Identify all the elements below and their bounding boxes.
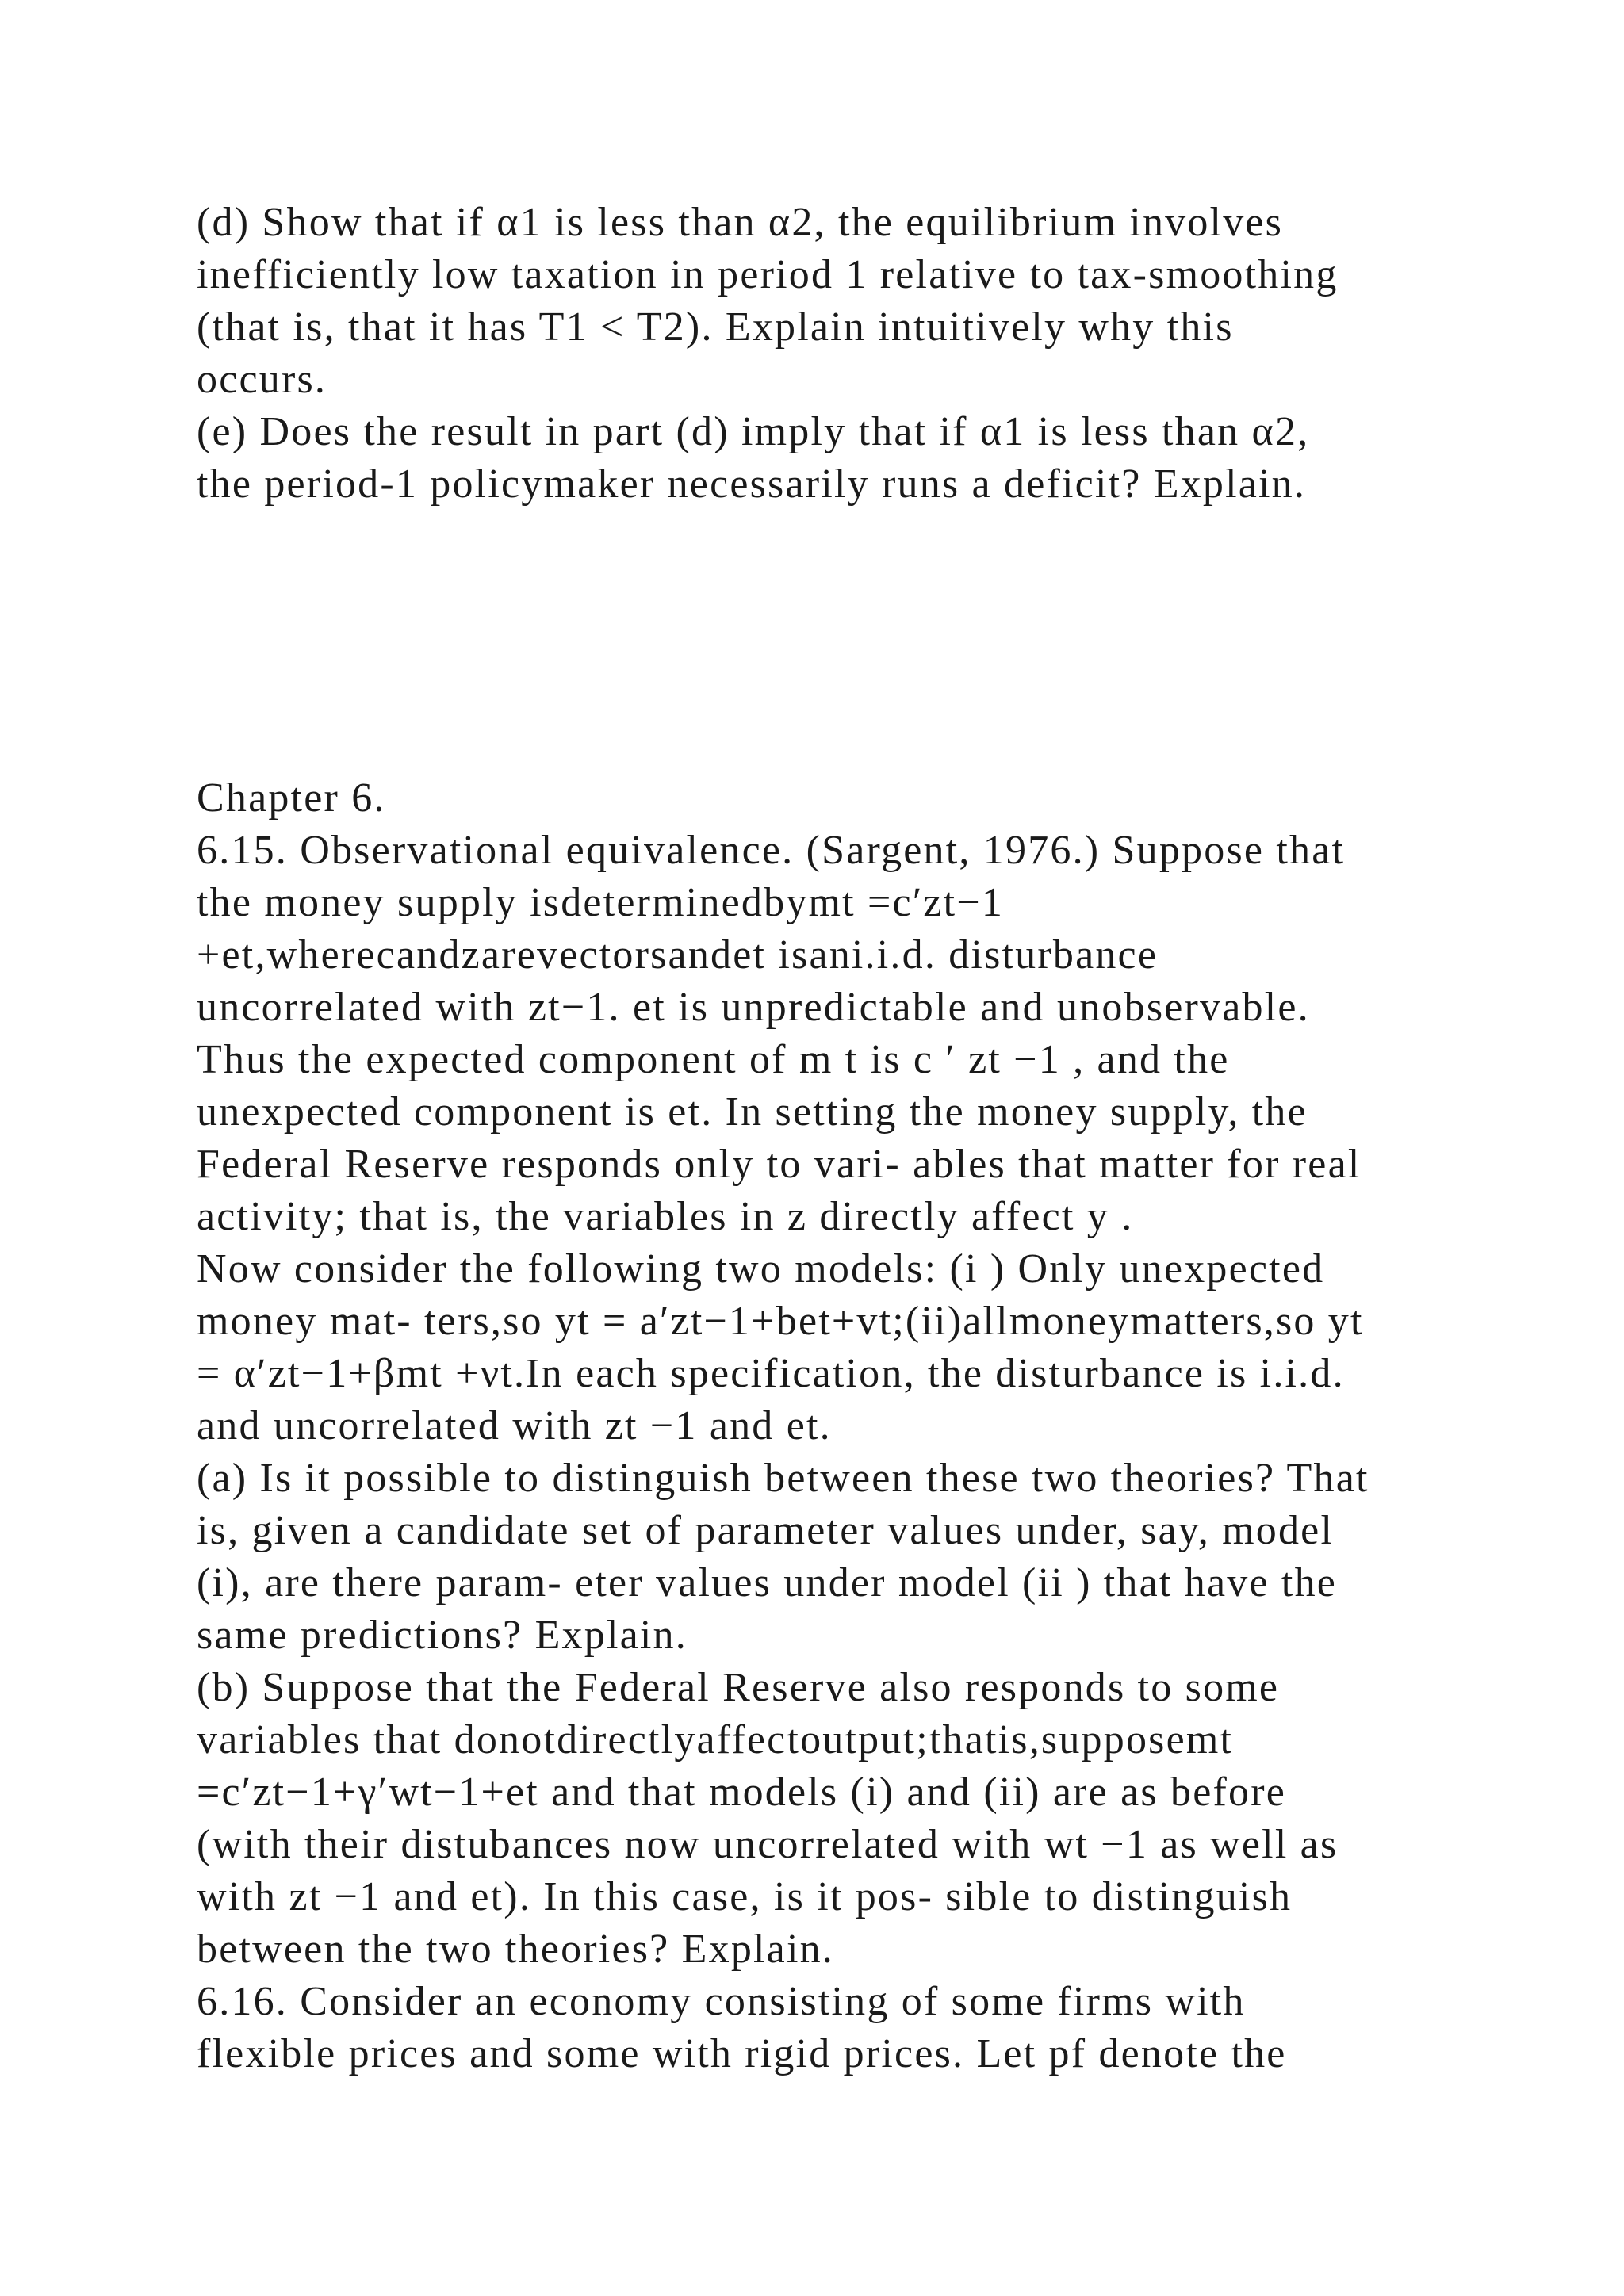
text-line: (that is, that it has T1 < T2). Explain intuitively why this bbox=[197, 304, 1234, 350]
text-line: 6.16. Consider an economy consisting of some firms with bbox=[197, 1979, 1246, 2024]
text-line: (d) Show that if α1 is less than α2, the equilibrium involves bbox=[197, 200, 1284, 245]
text-line: the money supply isdeterminedbymt =c′zt−1 bbox=[197, 880, 1005, 925]
text-line: Federal Reserve responds only to vari- ables that matter for real bbox=[197, 1142, 1362, 1187]
text-line: is, given a candidate set of parameter values under, say, model bbox=[197, 1508, 1335, 1553]
text-line: Now consider the following two models: (i ) Only unexpected bbox=[197, 1246, 1325, 1292]
text-line: unexpected component is et. In setting the money supply, the bbox=[197, 1089, 1308, 1135]
text-line: between the two theories? Explain. bbox=[197, 1927, 834, 1972]
text-line: (e) Does the result in part (d) imply that if α1 is less than α2, bbox=[197, 409, 1310, 454]
text-line: flexible prices and some with rigid prices. Let pf denote the bbox=[197, 2031, 1287, 2076]
text-line: (a) Is it possible to distinguish between these two theories? That bbox=[197, 1456, 1369, 1501]
text-line: variables that donotdirectlyaffectoutput;thatis,supposemt bbox=[197, 1717, 1234, 1762]
text-line: inefficiently low taxation in period 1 relative to tax-smoothing bbox=[197, 252, 1339, 297]
text-line: (with their distubances now uncorrelated with wt −1 as well as bbox=[197, 1822, 1339, 1867]
text-line: occurs. bbox=[197, 357, 327, 402]
text-line: with zt −1 and et). In this case, is it pos- sible to distinguish bbox=[197, 1874, 1293, 1919]
text-line: uncorrelated with zt−1. et is unpredictable and unobservable. bbox=[197, 985, 1310, 1030]
text-line: money mat- ters,so yt = a′zt−1+bet+vt;(ii)allmoneymatters,so yt bbox=[197, 1299, 1364, 1344]
text-line: 6.15. Observational equivalence. (Sargent, 1976.) Suppose that bbox=[197, 828, 1346, 873]
text-line: =c′zt−1+γ′wt−1+et and that models (i) and (ii) are as before bbox=[197, 1770, 1287, 1815]
text-line: same predictions? Explain. bbox=[197, 1613, 688, 1658]
text-line: activity; that is, the variables in z directly affect y . bbox=[197, 1194, 1134, 1239]
chapter-heading: Chapter 6. bbox=[197, 775, 386, 821]
text-line: the period-1 policymaker necessarily runs a deficit? Explain. bbox=[197, 461, 1307, 507]
text-line: (b) Suppose that the Federal Reserve also responds to some bbox=[197, 1665, 1280, 1710]
text-line: +et,wherecandzarevectorsandet isani.i.d. disturbance bbox=[197, 932, 1159, 978]
text-line: Thus the expected component of m t is c ′ zt −1 , and the bbox=[197, 1037, 1230, 1082]
text-line: and uncorrelated with zt −1 and et. bbox=[197, 1403, 832, 1448]
text-line: (i), are there param- eter values under model (ii ) that have the bbox=[197, 1560, 1338, 1605]
text-line: = α′zt−1+βmt +νt.In each specification, the disturbance is i.i.d. bbox=[197, 1351, 1345, 1396]
